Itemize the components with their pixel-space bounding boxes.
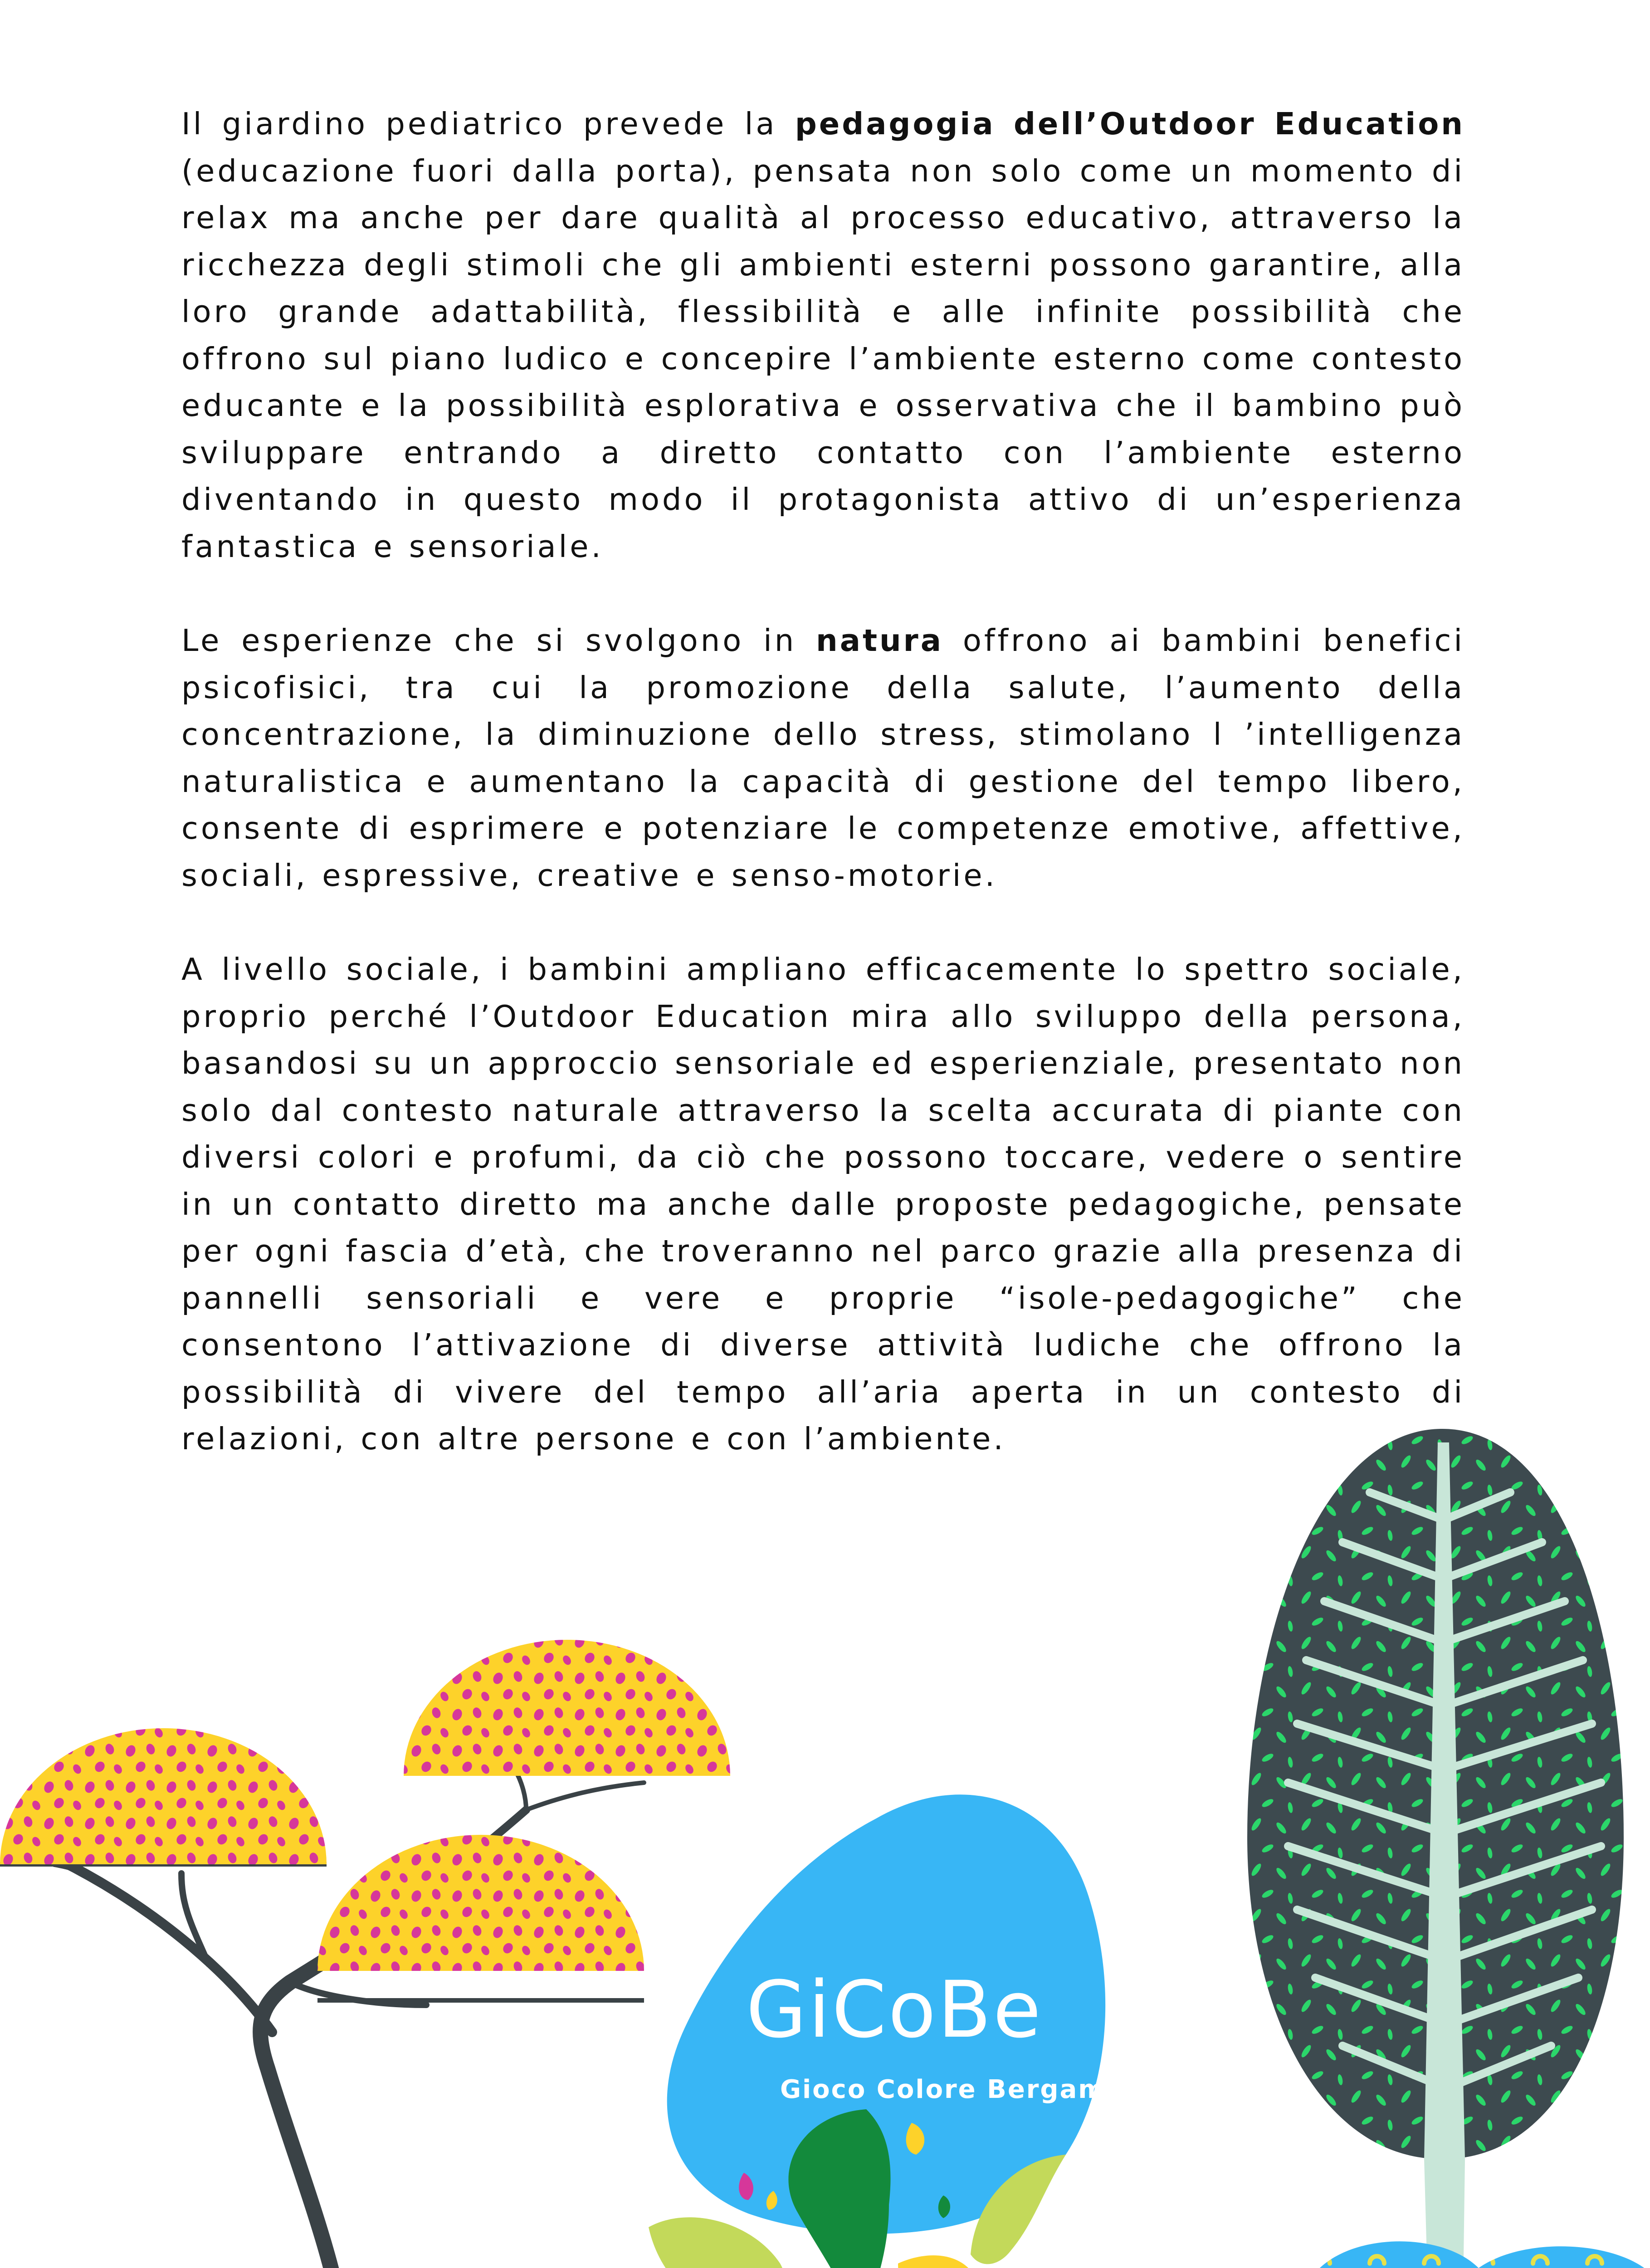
paragraph-2-text-rest: offrono ai bambini benefici psicofisici, tra cui la promozione della salute, l’aumento della concentrazione, la diminuzione dello stress, stimolano l ’intelligenza naturalistica e aumentano la capacità di gestione del tempo libero, consente di esprimere e potenziare le competenze emotive, affettive, sociali, espressive, creative e senso-motorie. <box>181 623 1465 893</box>
tall-tree-right <box>1143 1429 1650 2268</box>
gicobe-logo <box>649 1794 1125 2268</box>
logo-title: GiCoBe <box>746 1964 1043 2055</box>
paragraph-2-bold: natura <box>816 623 943 658</box>
paragraph-3-text: A livello sociale, i bambini ampliano efficacemente lo spettro sociale, proprio perché l’Outdoor Education mira allo sviluppo della persona, basandosi su un approccio sensoriale ed esperienziale, presentato non solo dal contesto naturale attraverso la scelta accurata di piante con diversi colori e profumi, da ciò che possono toccare, vedere o sentire in un contatto diretto ma anche dalle proposte pedagogiche, pensate per ogni fascia d’età, che troveranno nel parco grazie alla presenza di pannelli sensoriali e vere e proprie “isole-pedagogiche” che consentono l’attivazione di diverse attività ludiche che offrono la possibilità di vivere del tempo all’aria aperta in un contesto di relazioni, con altre persone e con l’ambiente. <box>181 952 1465 1457</box>
logo-subtitle: Gioco Colore Bergamo <box>780 2075 1125 2104</box>
bonsai-tree-left <box>0 1640 730 2268</box>
paragraph-1-bold: pedagogia dell’Outdoor Education <box>795 106 1465 142</box>
canopy-middle <box>317 1835 644 1971</box>
paragraph-1-text: Il giardino pediatrico prevede la <box>181 106 795 142</box>
drop-light-green-left <box>649 2217 785 2268</box>
canopy-top <box>404 1640 730 1776</box>
drop-yellow-right <box>898 2255 980 2268</box>
canopy-left <box>0 1728 327 1864</box>
paragraph-1-text-rest: (educazione fuori dalla porta), pensata non solo come un momento di relax ma anche per dare qualità al processo educativo, attraverso la ricchezza degli stimoli che gli ambienti esterni possono garantire, alla loro grande adattabilità, flessibilità e alle infinite possibilità che offrono sul piano ludico e concepire l’ambiente esterno come contesto educante e la possibilità esplorativa e osservativa che il bambino può sviluppare entrando a diretto contatto con l’ambiente esterno diventando in questo modo il protagonista attivo di un’esperienza fantastica e sensoriale. <box>181 153 1465 564</box>
paragraph-2-text: Le esperienze che si svolgono in <box>181 623 816 658</box>
blue-bush <box>1161 2241 1650 2268</box>
